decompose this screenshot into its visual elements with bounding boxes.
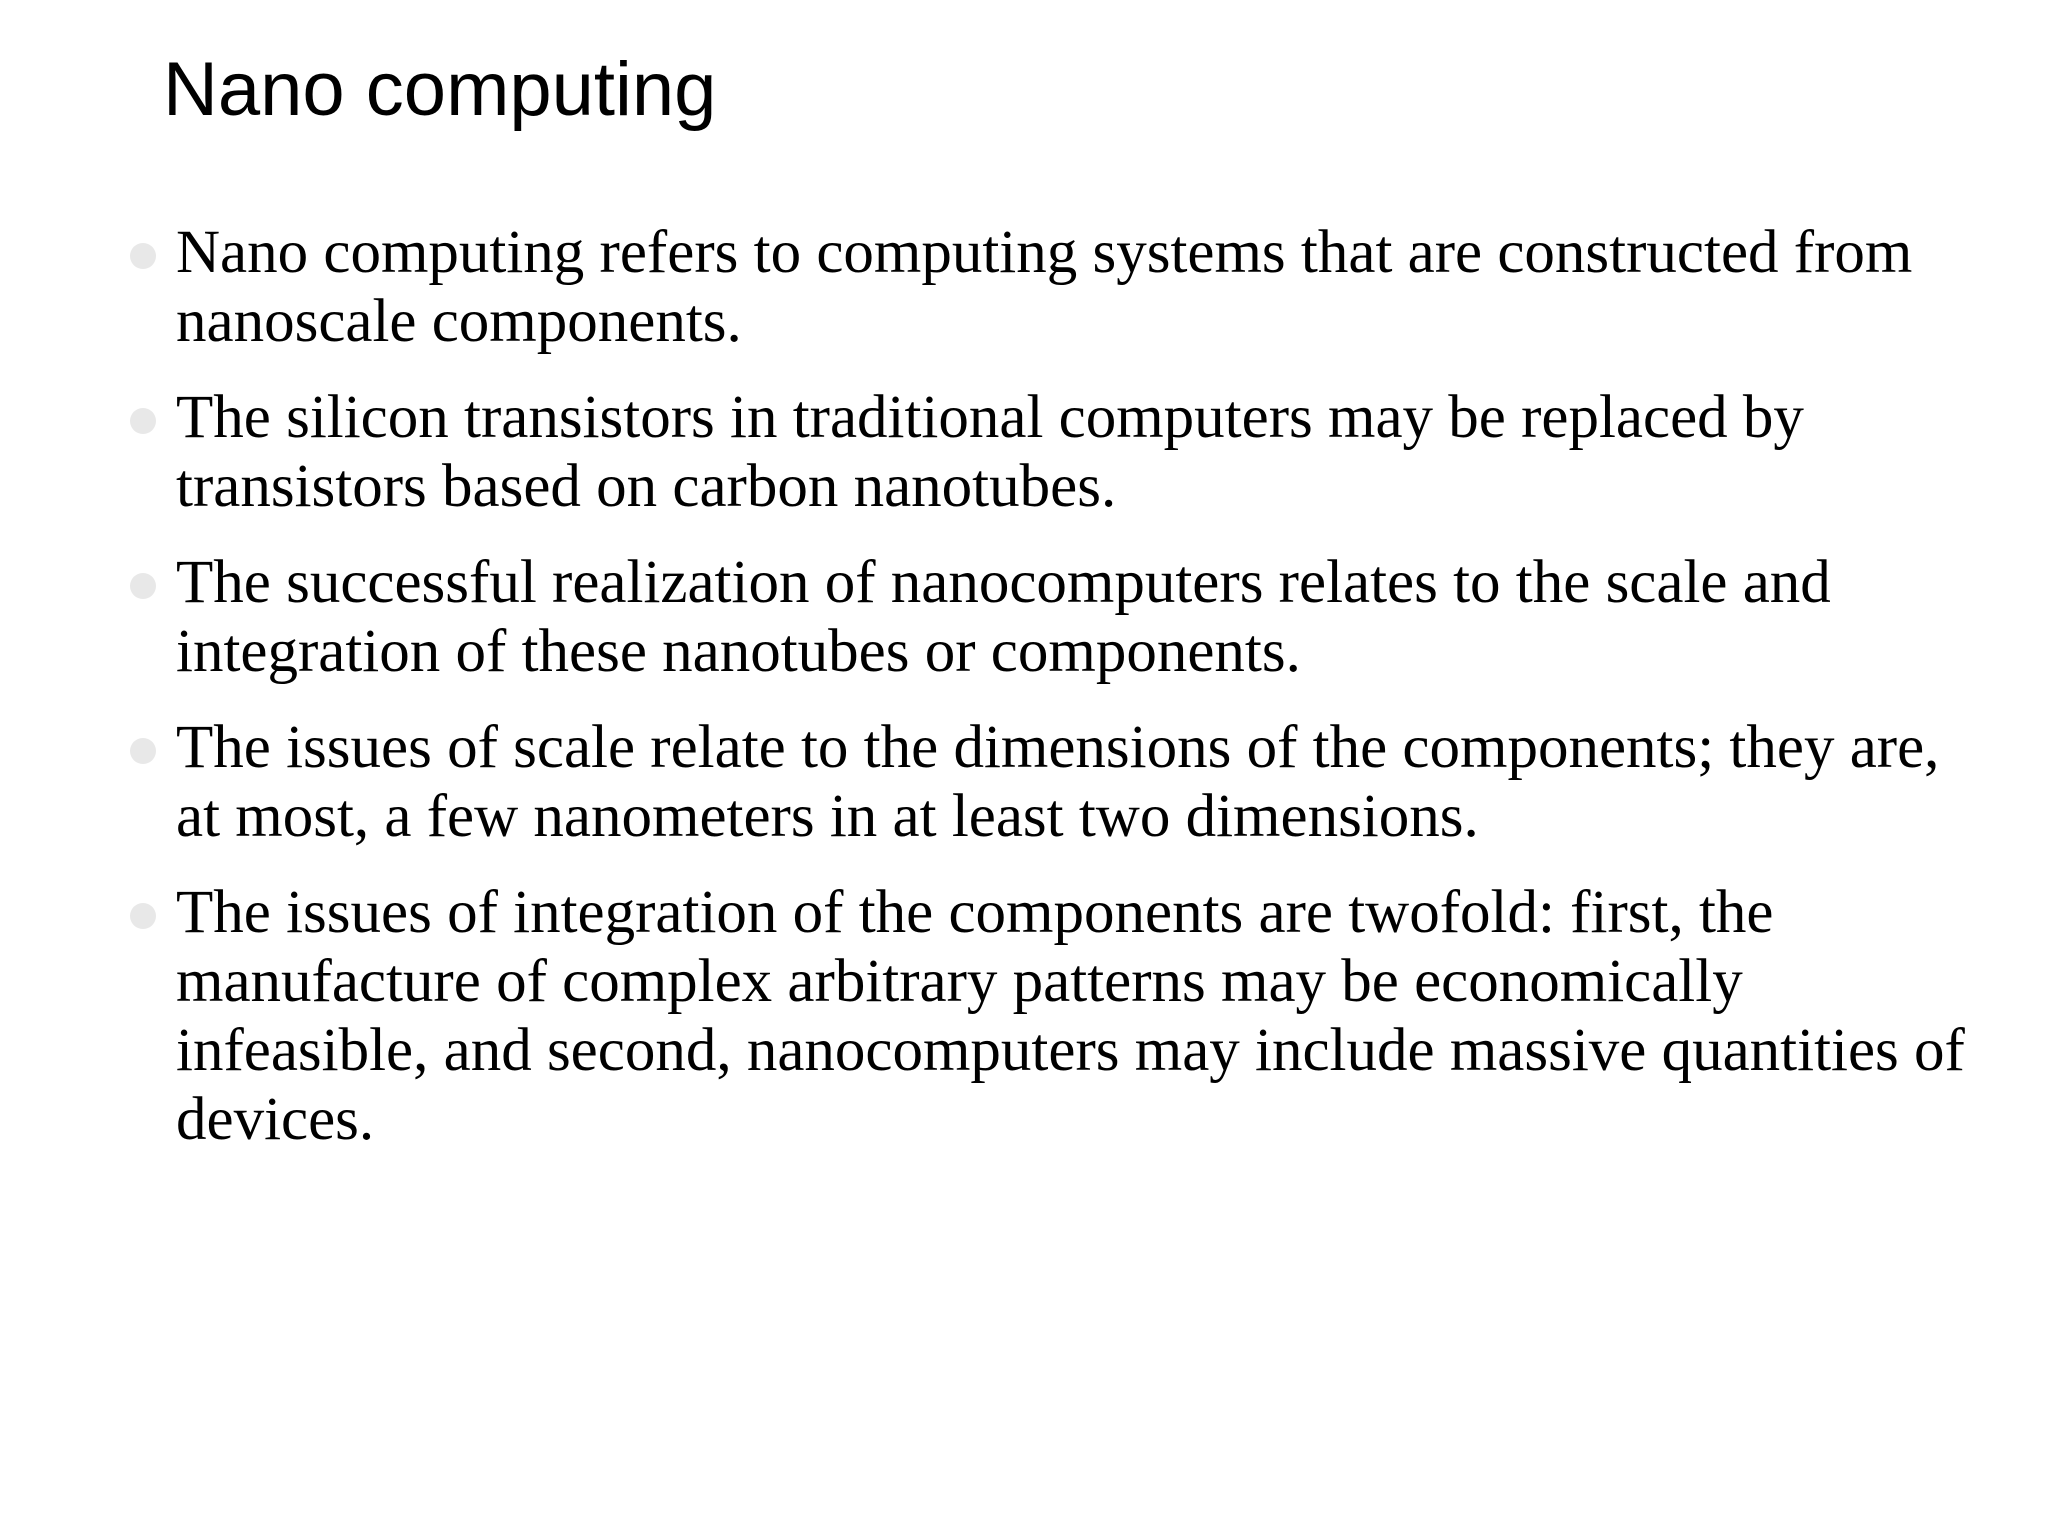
bullet-dot-icon bbox=[130, 243, 156, 269]
bullet-text: Nano computing refers to computing systems that are constructed from nanoscale components. bbox=[176, 219, 1913, 355]
bullet-item bbox=[120, 383, 1980, 521]
bullet-item bbox=[120, 713, 1980, 851]
bullet-text: The issues of scale relate to the dimensions of the components; they are, at most, a few nanometers in at least two dimensions. bbox=[176, 714, 1940, 850]
bullet-text: The issues of integration of the components are twofold: first, the manufacture of complex arbitrary patterns may be economically infeasible, and second, nanocomputers may include massive quantities of devices. bbox=[176, 879, 1965, 1153]
bullet-item bbox=[120, 878, 1980, 1154]
bullet-text: The silicon transistors in traditional computers may be replaced by transistors based on carbon nanotubes. bbox=[176, 384, 1804, 520]
bullet-dot-icon bbox=[130, 573, 156, 599]
bullet-list bbox=[120, 218, 1980, 1181]
bullet-text: The successful realization of nanocomputers relates to the scale and integration of these nanotubes or components. bbox=[176, 549, 1831, 685]
bullet-dot-icon bbox=[130, 903, 156, 929]
slide-title: Nano computing bbox=[163, 47, 717, 132]
bullet-dot-icon bbox=[130, 408, 156, 434]
bullet-item bbox=[120, 218, 1980, 356]
bullet-item bbox=[120, 548, 1980, 686]
bullet-dot-icon bbox=[130, 738, 156, 764]
